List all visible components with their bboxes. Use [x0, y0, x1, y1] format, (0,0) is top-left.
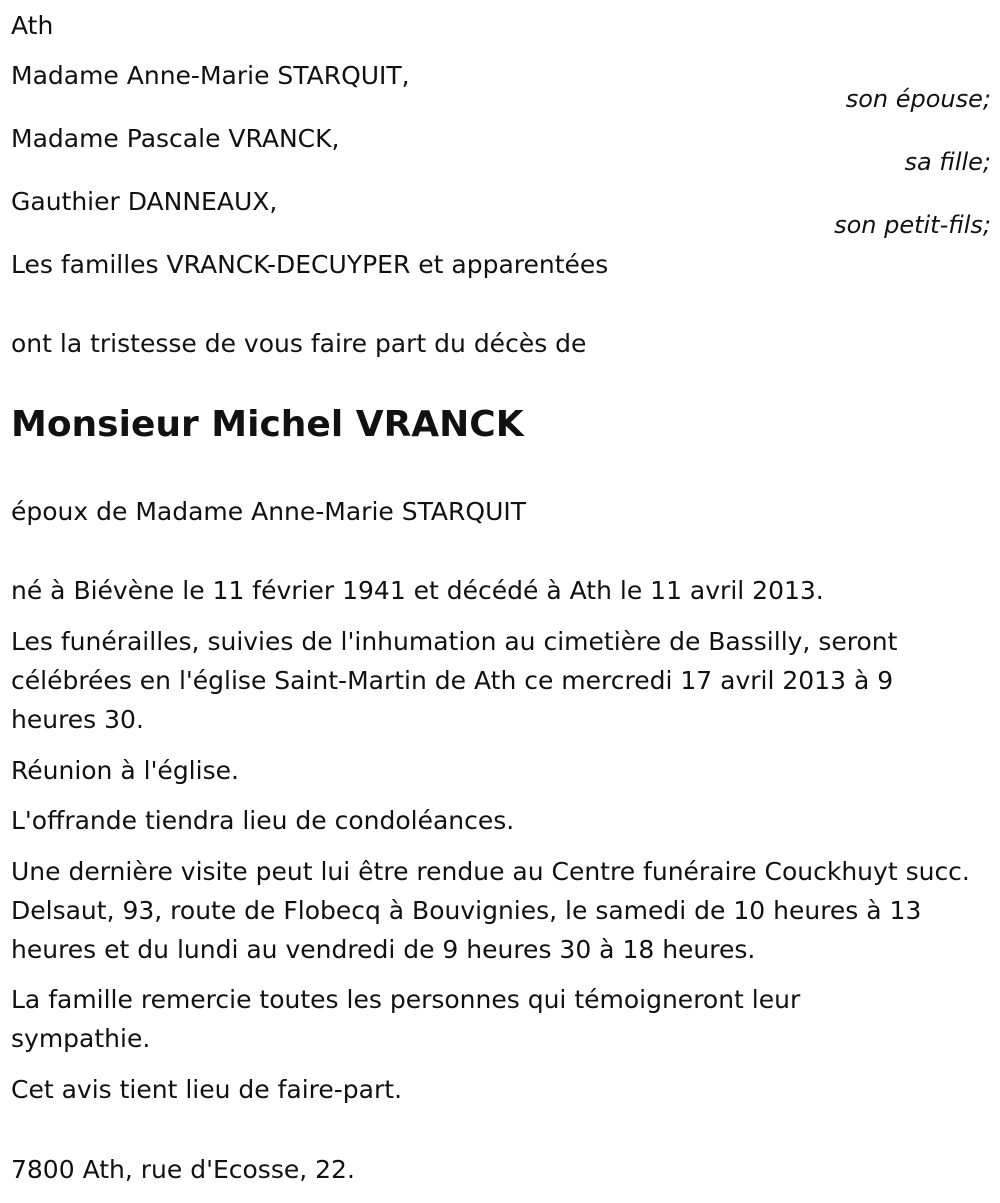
- mourner-relation-2: sa fille;: [904, 148, 991, 176]
- thanks-paragraph: La famille remercie toutes les personnes qui témoigneront leur sympathie.: [11, 985, 801, 1053]
- offering-line: L'offrande tiendra lieu de condoléances.: [11, 806, 515, 835]
- visit-paragraph: Une dernière visite peut lui être rendue au Centre funéraire Couckhuyt succ. Delsaut, 93, route de Flobecq à Bouvignies, le samedi de 10 heures à 13 heures et du lundi au vendredi de 9 heures 30 à 18 heures.: [11, 857, 970, 964]
- birth-death-line: né à Biévène le 11 février 1941 et décédé à Ath le 11 avril 2013.: [11, 576, 824, 605]
- announcement: ont la tristesse de vous faire part du décès de: [11, 329, 587, 358]
- mourner-name-1: Madame Anne-Marie STARQUIT,: [11, 61, 410, 90]
- address-line: 7800 Ath, rue d'Ecosse, 22.: [11, 1155, 355, 1184]
- mourner-name-3: Gauthier DANNEAUX,: [11, 187, 278, 216]
- mourner-name-2: Madame Pascale VRANCK,: [11, 124, 340, 153]
- meeting-line: Réunion à l'église.: [11, 756, 239, 785]
- families-line: Les familles VRANCK-DECUYPER et apparentées: [11, 250, 609, 279]
- mourner-relation-3: son petit-fils;: [834, 211, 991, 239]
- deceased-name: Monsieur Michel VRANCK: [11, 404, 524, 445]
- spouse-line: époux de Madame Anne-Marie STARQUIT: [11, 497, 527, 526]
- funeral-paragraph: Les funérailles, suivies de l'inhumation au cimetière de Bassilly, seront célébrées en l'église Saint-Martin de Ath ce mercredi 17 avril 2013 à 9 heures 30.: [11, 627, 898, 734]
- city-heading: Ath: [11, 11, 54, 40]
- notice-line: Cet avis tient lieu de faire-part.: [11, 1075, 403, 1104]
- mourner-relation-1: son épouse;: [845, 85, 991, 113]
